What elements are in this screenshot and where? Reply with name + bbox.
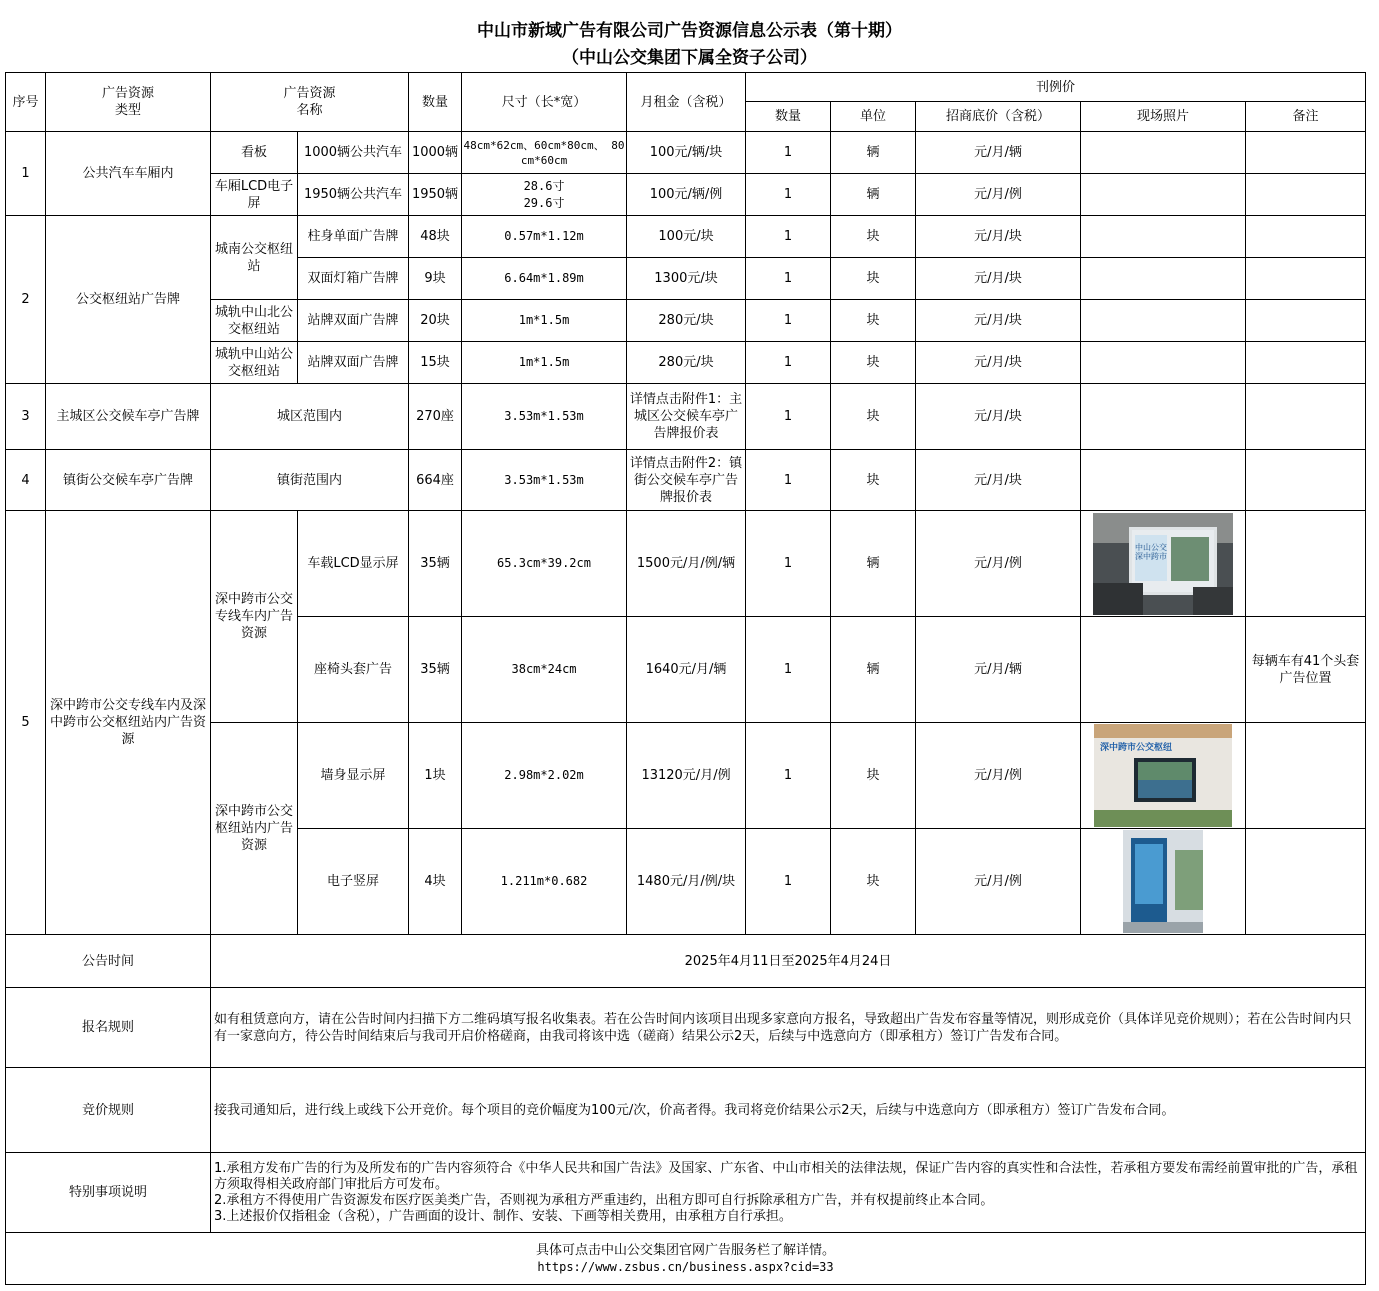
floor-price: 元/月/块	[916, 216, 1081, 258]
kanli-unit: 块	[831, 723, 916, 829]
signup-text: 如有租赁意向方，请在公告时间内扫描下方二维码填写报名收集表。若在公告时间内该项目出现多家意向方报名，导致超出广告发布容量等情况，则形成竞价（具体详见竞价规则）；若在公告时间内只有一家意向方，待公告时间结束后与我司开启价格磋商，由我司将该中选（磋商）结果公示2天，后续与中选意向方（即承租方）签订广告发布合同。	[211, 988, 1366, 1068]
photo-cell	[1081, 216, 1246, 258]
resource-name: 看板	[211, 132, 298, 174]
qty-cell: 664座	[409, 450, 462, 511]
qty-cell: 9块	[409, 258, 462, 300]
resource-name: 城轨中山站公交枢纽站	[211, 342, 298, 384]
qty-cell: 270座	[409, 384, 462, 450]
kanli-unit: 辆	[831, 132, 916, 174]
rent-cell: 100元/块	[627, 216, 746, 258]
qty-cell: 48块	[409, 216, 462, 258]
size-cell: 1.211m*0.682	[462, 829, 627, 935]
group-type: 主城区公交候车亭广告牌	[46, 384, 211, 450]
table-row	[6, 384, 1366, 450]
floor-price: 元/月/例	[916, 723, 1081, 829]
kanli-qty: 1	[746, 450, 831, 511]
note-cell	[1246, 174, 1366, 216]
photo-cell	[1081, 829, 1246, 935]
size-cell: 1m*1.5m	[462, 300, 627, 342]
group-seq: 1	[6, 132, 46, 216]
bid-text: 接我司通知后，进行线上或线下公开竞价。每个项目的竞价幅度为100元/次，价高者得。我司将竞价结果公示2天，后续与中选意向方（即承租方）签订广告发布合同。	[211, 1068, 1366, 1153]
note-cell	[1246, 132, 1366, 174]
photo-cell	[1081, 384, 1246, 450]
rent-cell: 1300元/块	[627, 258, 746, 300]
size-cell: 2.98m*2.02m	[462, 723, 627, 829]
photo-cell	[1081, 300, 1246, 342]
group-type: 深中跨市公交专线车内及深中跨市公交枢纽站内广告资源	[46, 511, 211, 935]
floor-price: 元/月/块	[916, 450, 1081, 511]
header-qty: 数量	[409, 73, 462, 132]
note-cell	[1246, 384, 1366, 450]
note-cell	[1246, 829, 1366, 935]
website-link[interactable]: https://www.zsbus.cn/business.aspx?cid=33	[537, 1259, 834, 1274]
size-cell: 38cm*24cm	[462, 617, 627, 723]
special-text	[211, 1153, 1366, 1233]
photo-cell	[1081, 132, 1246, 174]
header-sub-floor: 招商底价（含税）	[916, 102, 1081, 132]
header-rent: 月租金（含税）	[627, 73, 746, 132]
header-seq: 序号	[6, 73, 46, 132]
resource-subname: 车载LCD显示屏	[298, 511, 409, 617]
note-cell	[1246, 511, 1366, 617]
kanli-unit: 块	[831, 384, 916, 450]
special-item-2: 2.承租方不得使用广告资源发布医疗医美类广告，否则视为承租方严重违约，出租方即可自行拆除承租方广告，并有权提前终止本合同。	[214, 1192, 994, 1208]
floor-price: 元/月/例	[916, 174, 1081, 216]
floor-price: 元/月/块	[916, 342, 1081, 384]
header-sub-note: 备注	[1246, 102, 1366, 132]
photo-cell	[1081, 511, 1246, 617]
note-cell: 每辆车有41个头套广告位置	[1246, 617, 1366, 723]
resource-name: 城轨中山北公交枢纽站	[211, 300, 298, 342]
rent-cell: 13120元/月/例	[627, 723, 746, 829]
floor-price: 元/月/辆	[916, 617, 1081, 723]
size-cell: 0.57m*1.12m	[462, 216, 627, 258]
photo-cell	[1081, 174, 1246, 216]
rent-cell: 100元/辆/例	[627, 174, 746, 216]
bid-label: 竞价规则	[6, 1068, 211, 1153]
header-kanli: 刊例价	[746, 73, 1366, 102]
size-cell: 48cm*62cm、60cm*80cm、 80cm*60cm	[462, 132, 627, 174]
group-seq: 3	[6, 384, 46, 450]
resource-subname: 1000辆公共汽车	[298, 132, 409, 174]
vertical-screen-photo	[1123, 830, 1203, 933]
photo-cell	[1081, 258, 1246, 300]
qty-cell: 1000辆	[409, 132, 462, 174]
kanli-unit: 辆	[831, 617, 916, 723]
kanli-unit: 块	[831, 829, 916, 935]
time-label: 公告时间	[6, 935, 211, 988]
header-size: 尺寸（长*宽）	[462, 73, 627, 132]
kanli-qty: 1	[746, 258, 831, 300]
qty-cell: 1块	[409, 723, 462, 829]
kanli-unit: 块	[831, 342, 916, 384]
kanli-qty: 1	[746, 617, 831, 723]
more-info-text: 具体可点击中山公交集团官网广告服务栏了解详情。	[536, 1242, 836, 1258]
group-seq: 5	[6, 511, 46, 935]
kanli-qty: 1	[746, 174, 831, 216]
photo-cell	[1081, 450, 1246, 511]
page-title: 中山市新域广告有限公司广告资源信息公示表（第十期）	[477, 21, 902, 41]
photo-cell	[1081, 342, 1246, 384]
photo-cell	[1081, 723, 1246, 829]
qty-cell: 35辆	[409, 617, 462, 723]
announcement-time-row	[6, 935, 1366, 988]
kanli-qty: 1	[746, 216, 831, 258]
floor-price: 元/月/例	[916, 829, 1081, 935]
header-sub-qty: 数量	[746, 102, 831, 132]
table-row	[6, 216, 1366, 258]
kanli-qty: 1	[746, 300, 831, 342]
table-row	[6, 511, 1366, 617]
kanli-qty: 1	[746, 342, 831, 384]
header-name: 广告资源 名称	[211, 73, 409, 132]
resource-subname: 1950辆公共汽车	[298, 174, 409, 216]
special-notes-row	[6, 1153, 1366, 1233]
qty-cell: 35辆	[409, 511, 462, 617]
qty-cell: 4块	[409, 829, 462, 935]
rent-cell: 280元/块	[627, 342, 746, 384]
qty-cell: 1950辆	[409, 174, 462, 216]
special-item-1: 1.承租方发布广告的行为及所发布的广告内容须符合《中华人民共和国广告法》及国家、广东省、中山市相关的法律法规，保证广告内容的真实性和合法性，若承租方要发布需经前置审批的广告，承租方须取得相关政府部门审批后方可发布。	[214, 1160, 1358, 1192]
wall-screen-photo	[1094, 724, 1232, 827]
header-sub-unit: 单位	[831, 102, 916, 132]
floor-price: 元/月/块	[916, 300, 1081, 342]
bus-lcd-photo	[1093, 513, 1233, 615]
qty-cell: 20块	[409, 300, 462, 342]
rent-cell[interactable]: 详情点击附件2：镇街公交候车亭广告牌报价表	[627, 450, 746, 511]
resource-subname: 电子竖屏	[298, 829, 409, 935]
resource-name: 车厢LCD电子屏	[211, 174, 298, 216]
special-item-3: 3.上述报价仅指租金（含税），广告画面的设计、制作、安装、下画等相关费用，由承租方自行承担。	[214, 1208, 792, 1224]
page-subtitle: （中山公交集团下属全资子公司）	[562, 48, 817, 68]
rent-cell: 1500元/月/例/辆	[627, 511, 746, 617]
kanli-qty: 1	[746, 132, 831, 174]
floor-price: 元/月/辆	[916, 132, 1081, 174]
kanli-unit: 块	[831, 258, 916, 300]
size-cell: 3.53m*1.53m	[462, 384, 627, 450]
group-type: 公共汽车车厢内	[46, 132, 211, 216]
note-cell	[1246, 258, 1366, 300]
group-type: 镇街公交候车亭广告牌	[46, 450, 211, 511]
size-cell: 1m*1.5m	[462, 342, 627, 384]
size-cell: 65.3cm*39.2cm	[462, 511, 627, 617]
note-cell	[1246, 300, 1366, 342]
note-cell	[1246, 216, 1366, 258]
bus-screen-text: 中山公交 深中跨市	[1135, 542, 1168, 561]
group-seq: 2	[6, 216, 46, 384]
kanli-unit: 辆	[831, 174, 916, 216]
resource-subname: 柱身单面广告牌	[298, 216, 409, 258]
table-row	[6, 132, 1366, 174]
rent-cell: 1640元/月/辆	[627, 617, 746, 723]
resource-subname: 站牌双面广告牌	[298, 300, 409, 342]
time-value: 2025年4月11日至2025年4月24日	[211, 935, 1366, 988]
kanli-qty: 1	[746, 511, 831, 617]
resource-name: 深中跨市公交专线车内广告资源	[211, 511, 298, 723]
resource-name: 深中跨市公交枢纽站内广告资源	[211, 723, 298, 935]
resource-subname: 双面灯箱广告牌	[298, 258, 409, 300]
hub-sign-text: 深中跨市公交枢纽	[1100, 743, 1173, 753]
note-cell	[1246, 450, 1366, 511]
note-cell	[1246, 342, 1366, 384]
resource-name: 镇街范围内	[211, 450, 409, 511]
resource-name: 城区范围内	[211, 384, 409, 450]
kanli-qty: 1	[746, 723, 831, 829]
signup-label: 报名规则	[6, 988, 211, 1068]
note-cell	[1246, 723, 1366, 829]
rent-cell[interactable]: 详情点击附件1：主城区公交候车亭广告牌报价表	[627, 384, 746, 450]
size-cell: 6.64m*1.89m	[462, 258, 627, 300]
size-cell: 28.6寸 29.6寸	[462, 174, 627, 216]
kanli-unit: 辆	[831, 511, 916, 617]
more-info-row	[6, 1233, 1366, 1285]
rent-cell: 100元/辆/块	[627, 132, 746, 174]
table-row	[6, 450, 1366, 511]
photo-cell	[1081, 617, 1246, 723]
header-sub-photo: 现场照片	[1081, 102, 1246, 132]
kanli-unit: 块	[831, 300, 916, 342]
resource-subname: 站牌双面广告牌	[298, 342, 409, 384]
kanli-qty: 1	[746, 829, 831, 935]
rent-cell: 280元/块	[627, 300, 746, 342]
group-type: 公交枢纽站广告牌	[46, 216, 211, 384]
special-label: 特别事项说明	[6, 1153, 211, 1233]
kanli-qty: 1	[746, 384, 831, 450]
signup-rule-row	[6, 988, 1366, 1068]
bid-rule-row	[6, 1068, 1366, 1153]
rent-cell: 1480元/月/例/块	[627, 829, 746, 935]
floor-price: 元/月/块	[916, 258, 1081, 300]
resource-subname: 座椅头套广告	[298, 617, 409, 723]
kanli-unit: 块	[831, 216, 916, 258]
header-type: 广告资源 类型	[46, 73, 211, 132]
group-seq: 4	[6, 450, 46, 511]
qty-cell: 15块	[409, 342, 462, 384]
floor-price: 元/月/块	[916, 384, 1081, 450]
kanli-unit: 块	[831, 450, 916, 511]
ad-resource-table	[5, 72, 1366, 1285]
resource-subname: 墙身显示屏	[298, 723, 409, 829]
size-cell: 3.53m*1.53m	[462, 450, 627, 511]
resource-name: 城南公交枢纽站	[211, 216, 298, 300]
floor-price: 元/月/例	[916, 511, 1081, 617]
